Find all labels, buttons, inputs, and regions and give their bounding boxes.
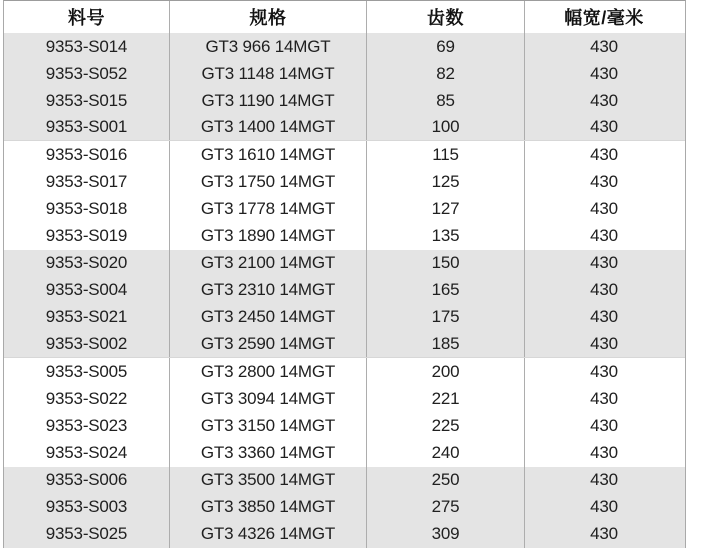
table-row <box>4 196 685 223</box>
cell-part-number: 9353-S022 <box>4 385 170 412</box>
cell-width-mm: 430 <box>590 307 618 327</box>
cell-teeth: 309 <box>367 521 525 548</box>
cell-teeth: 175 <box>367 304 525 331</box>
cell-teeth: 275 <box>367 494 525 521</box>
cell-part-number: 9353-S003 <box>4 494 170 521</box>
cell-part-number: 9353-S015 <box>4 87 170 114</box>
cell-spec: GT3 2590 14MGT <box>170 331 367 357</box>
cell-width-mm: 430 <box>590 63 618 83</box>
table-row <box>4 521 685 548</box>
product-spec-table <box>3 0 686 548</box>
cell-part-number: 9353-S004 <box>4 277 170 304</box>
cell-part-number: 9353-S020 <box>4 250 170 277</box>
table-row <box>4 223 685 250</box>
cell-width-mm: 430 <box>590 199 618 219</box>
cell-width-mm: 430 <box>590 280 618 300</box>
table-row <box>4 412 685 439</box>
cell-part-number: 9353-S005 <box>4 358 170 385</box>
cell-teeth: 100 <box>367 114 525 140</box>
table-row <box>4 87 685 114</box>
table-row <box>4 304 685 331</box>
cell-teeth: 135 <box>367 223 525 250</box>
cell-spec: GT3 3150 14MGT <box>170 412 367 439</box>
cell-teeth: 125 <box>367 168 525 195</box>
table-header-row <box>4 1 685 33</box>
cell-teeth: 200 <box>367 358 525 385</box>
table-row <box>4 250 685 277</box>
cell-spec: GT3 1778 14MGT <box>170 196 367 223</box>
cell-teeth: 240 <box>367 439 525 466</box>
table-row <box>4 33 685 60</box>
cell-width-mm: 430 <box>590 144 618 164</box>
cell-part-number: 9353-S006 <box>4 467 170 494</box>
cell-spec: GT3 1610 14MGT <box>170 141 367 168</box>
cell-teeth: 165 <box>367 277 525 304</box>
cell-part-number: 9353-S021 <box>4 304 170 331</box>
cell-part-number: 9353-S002 <box>4 331 170 357</box>
cell-width-mm: 430 <box>590 90 618 110</box>
cell-teeth: 115 <box>367 141 525 168</box>
cell-teeth: 69 <box>367 33 525 60</box>
cell-part-number: 9353-S017 <box>4 168 170 195</box>
cell-spec: GT3 3850 14MGT <box>170 494 367 521</box>
cell-teeth: 185 <box>367 331 525 357</box>
table-row <box>4 494 685 521</box>
cell-width-mm: 430 <box>590 117 618 137</box>
table-row <box>4 385 685 412</box>
cell-spec: GT3 2100 14MGT <box>170 250 367 277</box>
cell-teeth: 85 <box>367 87 525 114</box>
column-header-part-number: 料号 <box>4 1 170 33</box>
cell-spec: GT3 1190 14MGT <box>170 87 367 114</box>
table-row <box>4 141 685 168</box>
cell-width-mm: 430 <box>590 172 618 192</box>
cell-width-mm: 430 <box>590 497 618 517</box>
table-row <box>4 277 685 304</box>
cell-width-mm: 430 <box>590 415 618 435</box>
cell-teeth: 82 <box>367 60 525 87</box>
cell-teeth: 150 <box>367 250 525 277</box>
cell-part-number: 9353-S019 <box>4 223 170 250</box>
cell-spec: GT3 1750 14MGT <box>170 168 367 195</box>
cell-spec: GT3 3360 14MGT <box>170 439 367 466</box>
cell-width-mm: 430 <box>590 36 618 56</box>
cell-spec: GT3 3094 14MGT <box>170 385 367 412</box>
cell-width-mm: 430 <box>590 361 618 381</box>
cell-part-number: 9353-S001 <box>4 114 170 140</box>
cell-width-mm: 430 <box>590 524 618 544</box>
cell-part-number: 9353-S018 <box>4 196 170 223</box>
cell-spec: GT3 4326 14MGT <box>170 521 367 548</box>
cell-width-mm: 430 <box>590 442 618 462</box>
column-header-width-mm: 幅宽/毫米 <box>564 8 644 28</box>
cell-teeth: 221 <box>367 385 525 412</box>
cell-width-mm: 430 <box>590 226 618 246</box>
cell-part-number: 9353-S052 <box>4 60 170 87</box>
table-row <box>4 439 685 466</box>
table-row <box>4 358 685 385</box>
table-row <box>4 60 685 87</box>
cell-part-number: 9353-S023 <box>4 412 170 439</box>
cell-part-number: 9353-S014 <box>4 33 170 60</box>
cell-spec: GT3 1890 14MGT <box>170 223 367 250</box>
table-row <box>4 467 685 494</box>
column-header-teeth: 齿数 <box>367 1 525 33</box>
table-row <box>4 331 685 358</box>
cell-spec: GT3 1148 14MGT <box>170 60 367 87</box>
cell-width-mm: 430 <box>590 470 618 490</box>
cell-spec: GT3 2800 14MGT <box>170 358 367 385</box>
cell-width-mm: 430 <box>590 388 618 408</box>
cell-part-number: 9353-S024 <box>4 439 170 466</box>
cell-spec: GT3 2450 14MGT <box>170 304 367 331</box>
column-header-spec: 规格 <box>170 1 367 33</box>
cell-teeth: 127 <box>367 196 525 223</box>
table-row <box>4 168 685 195</box>
cell-width-mm: 430 <box>590 253 618 273</box>
table-row <box>4 114 685 141</box>
cell-teeth: 250 <box>367 467 525 494</box>
cell-part-number: 9353-S025 <box>4 521 170 548</box>
cell-spec: GT3 966 14MGT <box>170 33 367 60</box>
cell-part-number: 9353-S016 <box>4 141 170 168</box>
table-body <box>4 33 685 548</box>
cell-spec: GT3 2310 14MGT <box>170 277 367 304</box>
cell-spec: GT3 3500 14MGT <box>170 467 367 494</box>
cell-teeth: 225 <box>367 412 525 439</box>
cell-width-mm: 430 <box>590 334 618 354</box>
cell-spec: GT3 1400 14MGT <box>170 114 367 140</box>
